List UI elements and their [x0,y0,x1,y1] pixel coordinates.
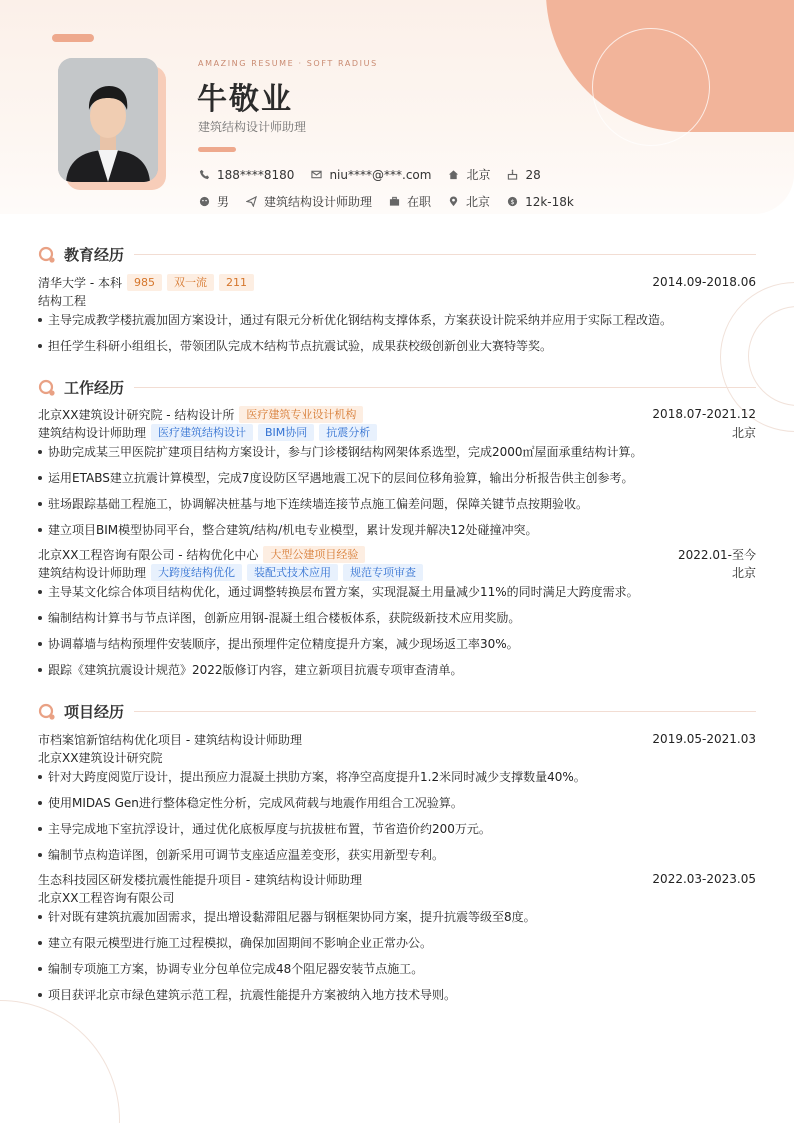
list-item: 协助完成某三甲医院扩建项目结构方案设计，参与门诊楼钢结构网架体系选型，完成2000㎡屋面承重结构计算。 [38,444,756,460]
avatar [58,58,158,182]
project-org: 北京XX建筑设计研究院 [38,750,163,765]
status-item [388,193,431,210]
company-tag: 大型公建项目经验 [263,546,365,563]
school-tag: 985 [127,274,162,291]
gender-icon [198,196,210,208]
target-position-text: 建筑结构设计师助理 [264,195,373,209]
school-tag: 211 [219,274,254,291]
salary-icon [506,196,518,208]
work-city: 北京 [731,565,756,580]
title-underline [198,147,236,152]
list-item: 主导完成教学楼抗震加固方案设计，通过有限元分析优化钢结构支撑体系，方案获设计院采纳并应用于实际工程改造。 [38,312,756,328]
list-item: 针对既有建筑抗震加固需求，提出增设黏滞阻尼器与钢框架协同方案，提升抗震等级至8度。 [38,909,756,925]
work-company-row [38,405,756,423]
project-org-row [38,748,756,766]
section-divider [134,387,756,388]
search-icon [38,246,56,264]
decor-circle-bottom [0,1000,120,1123]
education-date: 2014.09-2018.06 [652,275,756,289]
list-item: 编制节点构造详图，创新采用可调节支座适应温差变形，获实用新型专利。 [38,847,756,863]
age-item [506,168,540,182]
role-tag: 抗震分析 [319,424,377,441]
list-item: 运用ETABS建立抗震计算模型，完成7度设防区罕遇地震工况下的层间位移角验算，输出分析报告供主创参考。 [38,470,756,486]
phone-icon [198,169,210,181]
role-tag: 医疗建筑结构设计 [151,424,253,441]
major-name: 结构工程 [38,293,87,308]
email-item [310,168,431,182]
hometown-item [447,166,490,183]
role-name: 建筑结构设计师助理 [38,565,147,580]
gender-item [198,193,229,210]
mail-icon [310,169,322,181]
salary-item [506,195,574,209]
project-title: 市档案馆新馆结构优化项目 - 建筑结构设计师助理 [38,732,302,747]
resume-tagline: AMAZING RESUME · SOFT RADIUS [198,59,378,68]
list-item: 针对大跨度阅览厅设计，提出预应力混凝土拱肋方案，将净空高度提升1.2米同时减少支撑数量40%。 [38,769,756,785]
list-item: 协调幕墙与结构预埋件安装顺序，提出预埋件定位精度提升方案，减少现场返工率30%。 [38,636,756,652]
candidate-title: 建筑结构设计师助理 [198,120,307,134]
project-section-title [38,701,756,722]
list-item: 使用MIDAS Gen进行整体稳定性分析，完成风荷载与地震作用组合工况验算。 [38,795,756,811]
project-org-row [38,888,756,906]
project-heading: 项目经历 [64,703,125,721]
gender-text: 男 [217,195,230,209]
location-icon [447,196,459,208]
header-decor-ring [592,28,710,146]
work-section-title [38,377,756,398]
salary-text: 12k-18k [525,194,574,209]
home-icon [447,169,459,181]
list-item: 编制专项施工方案，协调专业分包单位完成48个阻尼器安装节点施工。 [38,961,756,977]
role-name: 建筑结构设计师助理 [38,425,147,440]
phone-text: 188****8180 [217,167,295,182]
work-company-row [38,545,756,563]
work-role-row [38,423,756,441]
header-decor-pill [52,34,94,42]
status-text: 在职 [407,195,432,209]
candidate-name: 牛敬业 [197,82,293,117]
project-title-row [38,730,756,748]
project-title-row [38,870,756,888]
role-tag: BIM协同 [258,424,314,441]
work-city: 北京 [731,425,756,440]
school-tag: 双一流 [167,274,214,291]
work-date: 2022.01-至今 [678,547,756,562]
contact-row [198,166,557,183]
role-tag: 大跨度结构优化 [151,564,242,581]
list-item: 主导完成地下室抗浮设计，通过优化底板厚度与抗拔桩布置，节省造价约200万元。 [38,821,756,837]
email-text: niu****@***.com [329,167,432,182]
age-icon [506,169,518,181]
education-section-title [38,244,756,265]
education-header-row [38,273,756,291]
work-date: 2018.07-2021.12 [652,407,756,421]
company-name: 北京XX工程咨询有限公司 - 结构优化中心 [38,547,259,562]
phone-item [198,168,294,182]
list-item: 编制结构计算书与节点详图，创新应用钢-混凝土组合楼板体系，获院级新技术应用奖励。 [38,610,756,626]
project-date: 2022.03-2023.05 [652,872,756,886]
svg-text:$: $ [510,197,515,206]
role-tag: 装配式技术应用 [247,564,338,581]
list-item: 担任学生科研小组组长，带领团队完成木结构节点抗震试验，成果获校级创新创业大赛特等奖。 [38,338,756,354]
target-position-item [245,193,372,210]
list-item: 建立项目BIM模型协同平台，整合建筑/结构/机电专业模型，累计发现并解决12处碰撞冲突。 [38,522,756,538]
company-name: 北京XX建筑设计研究院 - 结构设计所 [38,407,235,422]
project-title: 生态科技园区研发楼抗震性能提升项目 - 建筑结构设计师助理 [38,872,362,887]
list-item: 跟踪《建筑抗震设计规范》2022版修订内容，建立新项目抗震专项审查清单。 [38,662,756,678]
list-item: 驻场跟踪基础工程施工，协调解决桩基与地下连续墙连接节点施工偏差问题，保障关键节点按期验收。 [38,496,756,512]
project-org: 北京XX工程咨询有限公司 [38,890,175,905]
list-item: 项目获评北京市绿色建筑示范工程，抗震性能提升方案被纳入地方技术导则。 [38,987,756,1003]
section-divider [134,254,756,255]
section-divider [134,711,756,712]
role-tag: 规范专项审查 [343,564,423,581]
company-tag: 医疗建筑专业设计机构 [239,406,363,423]
work-role-row [38,563,756,581]
project-date: 2019.05-2021.03 [652,732,756,746]
age-text: 28 [525,167,541,182]
target-city-item [447,193,490,210]
list-item: 主导某文化综合体项目结构优化，通过调整转换层布置方案，实现混凝土用量减少11%的同时满足大跨度需求。 [38,584,756,600]
education-major-row [38,291,756,309]
briefcase-icon [388,196,400,208]
work-heading: 工作经历 [64,379,125,397]
search-icon [38,703,56,721]
hometown-text: 北京 [466,168,491,182]
list-item: 建立有限元模型进行施工过程模拟，确保加固期间不影响企业正常办公。 [38,935,756,951]
details-row [198,193,590,210]
send-icon [245,196,257,208]
target-city-text: 北京 [466,195,491,209]
education-heading: 教育经历 [64,246,125,264]
school-name: 清华大学 - 本科 [38,275,122,290]
search-icon [38,379,56,397]
